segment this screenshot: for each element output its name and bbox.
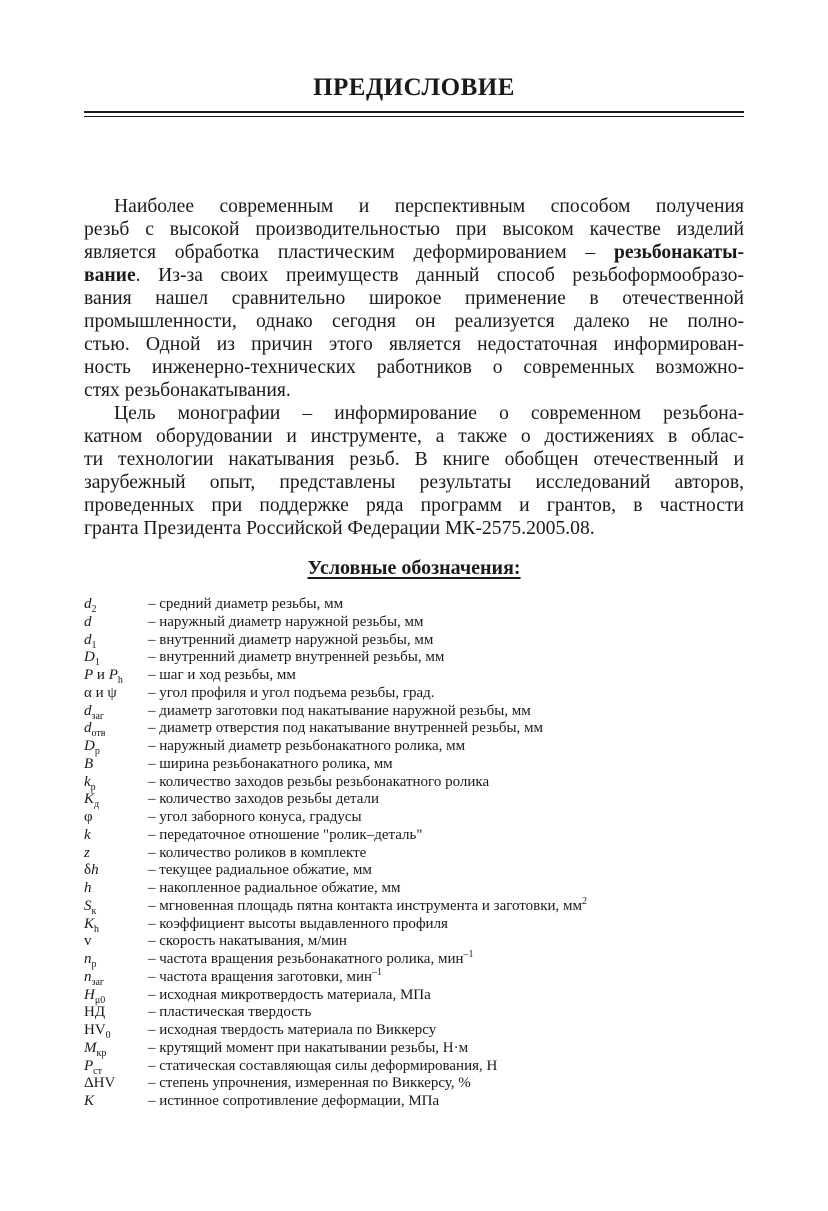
notation-symbol: $d_{отв}$ [84, 720, 106, 740]
notation-item [84, 614, 744, 632]
notation-item [84, 880, 744, 898]
page-title: ПРЕДИСЛОВИЕ [313, 74, 515, 101]
notation-description: – накопленное радиальное обжатие, мм [148, 880, 401, 896]
notation-item [84, 667, 744, 685]
notation-symbol: $d_2$ [84, 596, 97, 615]
paragraph-line: резьб с высокой производительностью при высоком качестве изделий [84, 219, 744, 240]
notation-description: – наружный диаметр резьбонакатного ролика, мм [148, 738, 466, 754]
notation-description: – угол профиля и угол подъема резьбы, град. [148, 684, 435, 701]
notation-description: – текущее радиальное обжатие, мм [148, 862, 372, 879]
notation-symbol: $k_р$ [84, 773, 96, 793]
notation-item [84, 1022, 744, 1040]
notation-item [84, 862, 744, 880]
paragraph-line: Цель монографии – информирование о современном резьбона- [114, 403, 744, 424]
notation-symbol: h [84, 880, 92, 896]
notation-description: – частота вращения резьбонакатного ролика, мин$^{-1}$ [148, 949, 474, 967]
notation-item [84, 1040, 744, 1058]
paragraph-line: вание. Из-за своих преимуществ данный способ резьбоформообразо- [84, 265, 744, 286]
notation-symbol: $d_1$ [84, 631, 97, 651]
notation-description: – средний диаметр резьбы, мм [148, 596, 344, 612]
notation-description: – истинное сопротивление деформации, МПа [148, 1093, 440, 1109]
notation-description: – внутренний диаметр наружной резьбы, мм [148, 631, 434, 648]
notation-description: – диаметр заготовки под накатывание наружной резьбы, мм [148, 702, 531, 719]
notation-title: Условные обозначения: [307, 557, 521, 579]
paragraph-line: является обработка пластическим деформированием – резьбонакаты- [84, 242, 744, 263]
notation-symbol: ΔHV [84, 1075, 116, 1092]
notation-item [84, 596, 744, 614]
paragraph-line: промышленности, однако сегодня он реализуется далеко не полно- [84, 311, 744, 332]
notation-symbol: $P_{ст}$ [84, 1057, 102, 1077]
notation-symbol: v [84, 933, 92, 950]
paragraph-line: проведенных при поддержке ряда программ и грантов, в частности [84, 495, 744, 516]
notation-symbol: НД [84, 1004, 106, 1021]
notation-item [84, 632, 744, 650]
notation-item [84, 1093, 744, 1111]
notation-description: – ширина резьбонакатного ролика, мм [148, 755, 393, 772]
paragraph-line: стью. Одной из причин этого является недостаточная информирован- [84, 334, 744, 355]
notation-symbol: $D_1$ [84, 649, 100, 669]
notation-description: – частота вращения заготовки, мин$^{-1}$ [148, 966, 383, 985]
notation-description: – исходная твердость материала по Виккерсу [148, 1022, 437, 1038]
notation-symbol: K [84, 1093, 95, 1109]
paragraph-line: вания нашел сравнительно широкое применение в отечественной [84, 288, 744, 309]
notation-description: – наружный диаметр наружной резьбы, мм [148, 613, 424, 630]
notation-description: – внутренний диаметр внутренней резьбы, мм [148, 649, 445, 666]
notation-item [84, 933, 744, 951]
bold-term: вание [84, 265, 136, 286]
notation-symbol: $n_{заг}$ [84, 968, 104, 988]
notation-symbol: $D_р$ [84, 738, 100, 757]
preface-text [84, 195, 744, 540]
notation-item [84, 685, 744, 703]
notation-item [84, 649, 744, 667]
paragraph-line: зарубежный опыт, представлены результаты исследований авторов, [84, 472, 744, 493]
notation-description: – количество заходов резьбы резьбонакатного ролика [148, 773, 490, 790]
notation-symbol: $M_{кр}$ [84, 1039, 107, 1059]
notation-item [84, 895, 744, 917]
notation-description: – пластическая твердость [148, 1004, 312, 1021]
notation-item [84, 738, 744, 756]
notation-item [84, 916, 744, 934]
notation-description: – степень упрочнения, измеренная по Виккерсу, % [148, 1075, 471, 1092]
notation-description: – крутящий момент при накатывании резьбы, Н·м [148, 1039, 469, 1056]
notation-item [84, 966, 744, 988]
paragraph-line: Наиболее современным и перспективным способом получения [114, 196, 744, 217]
title-rule-thick [84, 111, 744, 113]
notation-item [84, 1075, 744, 1093]
title-rule-thin [84, 116, 744, 117]
notation-item [84, 1058, 744, 1076]
notation-item [84, 845, 744, 863]
notation-symbol: φ [84, 809, 93, 825]
notation-symbol: $H_{\mu 0}$ [84, 986, 106, 1006]
notation-symbol: $d_{заг}$ [84, 702, 104, 722]
bold-term: резьбонакаты- [614, 242, 744, 263]
notation-item [84, 987, 744, 1005]
notation-description: – передаточное отношение "ролик–деталь" [148, 826, 423, 843]
notation-list [84, 596, 744, 1111]
notation-item [84, 774, 744, 792]
notation-description: – количество роликов в комплекте [148, 844, 367, 861]
notation-symbol: d [84, 613, 92, 630]
notation-description: – диаметр отверстия под накатывание внутренней резьбы, мм [148, 720, 544, 737]
notation-item [84, 1004, 744, 1022]
notation-description: – коэффициент высоты выдавленного профиля [148, 915, 448, 932]
paragraph-line: ность инженерно-технических работников о современных возможно- [84, 357, 744, 378]
notation-description: – количество заходов резьбы детали [148, 791, 380, 808]
notation-item [84, 827, 744, 845]
notation-description: – статическая составляющая силы деформирования, Н [148, 1057, 498, 1074]
notation-item [84, 809, 744, 827]
paragraph-line: катном оборудовании и инструменте, а также о достижениях в облас- [84, 426, 744, 447]
notation-symbol: k [84, 826, 91, 843]
notation-symbol: $K_h$ [84, 915, 100, 935]
notation-description: – скорость накатывания, м/мин [148, 933, 347, 950]
notation-symbol: $K_д$ [84, 791, 100, 811]
notation-item [84, 720, 744, 738]
notation-symbol: α и ψ [84, 684, 117, 701]
paragraph-line: стях резьбонакатывания. [84, 380, 291, 401]
notation-description: – исходная микротвердость материала, МПа [148, 986, 431, 1003]
notation-description: – шаг и ход резьбы, мм [148, 667, 296, 683]
notation-symbol: z [84, 844, 90, 861]
paragraph-line: ти технологии накатывания резьб. В книге обобщен отечественный и [84, 449, 744, 470]
notation-symbol: P и $P_h$ [84, 667, 123, 686]
notation-description: – мгновенная площадь пятна контакта инструмента и заготовки, $мм^2$ [148, 895, 588, 914]
notation-item [84, 756, 744, 774]
notation-symbol: $HV_0$ [84, 1022, 111, 1041]
paragraph-line: гранта Президента Российской Федерации МК-2575.2005.08. [84, 518, 595, 539]
notation-symbol: δh [84, 862, 99, 879]
notation-symbol: $S_к$ [84, 897, 97, 917]
notation-symbol: $n_р$ [84, 951, 97, 970]
notation-item [84, 951, 744, 969]
notation-item [84, 791, 744, 809]
notation-description: – угол заборного конуса, градусы [148, 809, 362, 825]
notation-item [84, 703, 744, 721]
notation-symbol: B [84, 755, 94, 772]
